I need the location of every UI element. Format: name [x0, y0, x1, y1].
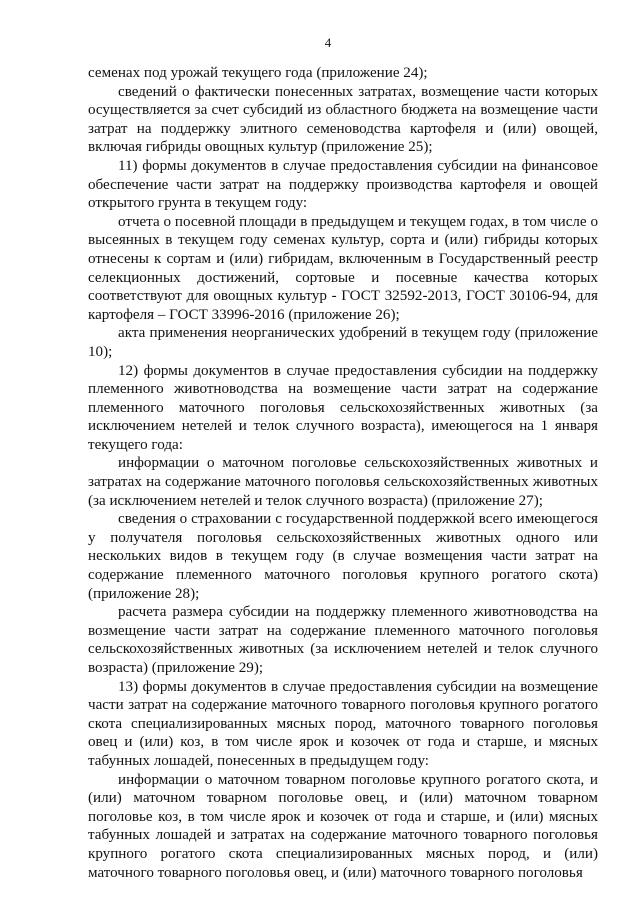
paragraph-item-26: отчета о посевной площади в предыдущем и текущем годах, в том числе о высеянных в текущем году семенах культур, сорта и (или) гибриды которых отнесены к сортам и (или) гибридам, включенным в Государственный реестр селекционных достижений, сортовые и посевные качества которых соответствуют для овощных культур - ГОСТ 32592-2013, ГОСТ 30106-94, для картофеля – ГОСТ 33996-2016 (приложение 26);	[88, 213, 598, 323]
paragraph-section-12: 12) формы документов в случае предоставления субсидии на поддержку племенного животноводства на возмещение части затрат на содержание племенного маточного поголовья сельскохозяйственных животных (за исключением нетелей и телок случного возраста), имеющегося на 1 января текущего года:	[88, 362, 598, 453]
paragraph-item-10: акта применения неорганических удобрений в текущем году (приложение 10);	[88, 325, 598, 360]
paragraph-item-29: расчета размера субсидии на поддержку племенного животноводства на возмещение части затрат на содержание племенного маточного поголовья сельскохозяйственных животных (за исключением нетелей и телок случного возраста) (приложение 29);	[88, 604, 598, 676]
paragraph-section-11: 11) формы документов в случае предоставления субсидии на финансовое обеспечение части затрат на поддержку производства картофеля и овощей открытого грунта в текущем году:	[88, 157, 598, 212]
paragraph-continuation: семенах под урожай текущего года (приложение 24);	[88, 65, 428, 81]
paragraph-item-27: информации о маточном поголовье сельскохозяйственных животных и затратах на содержание маточного поголовья сельскохозяйственных животных (за исключением нетелей и телок случного возраста) (приложение 27);	[88, 455, 598, 509]
paragraph-item-25: сведений о фактически понесенных затратах, возмещение части которых осуществляется за счет субсидий из областного бюджета на возмещение части затрат на поддержку элитного семеноводства картофеля и (или) овощей, включая гибриды овощных культур (приложение 25);	[88, 83, 598, 156]
paragraph-item-28: сведения о страховании с государственной поддержкой всего имеющегося у получателя поголовья сельскохозяйственных животных одного или нескольких видов в текущем году (в случае возмещения части затрат на содержание племенного маточного поголовья крупного рогатого скота) (приложение 28);	[88, 511, 598, 602]
paragraph-item-information: информации о маточном товарном поголовье крупного рогатого скота, и (или) маточном товарном поголовье овец, и (или) маточном товарном поголовье коз, в том числе ярок и козочек от года и старше, и (или) мясных табунных лошадей и затратах на содержание маточного товарного поголовья крупного рогатого скота специализированных мясных пород, и (или) маточного товарного поголовья овец, и (или) маточного товарного поголовья	[88, 771, 598, 881]
page-number: 4	[324, 35, 332, 50]
paragraph-section-13: 13) формы документов в случае предоставления субсидии на возмещение части затрат на содержание маточного товарного поголовья крупного рогатого скота специализированных мясных пород, маточного товарного поголовья овец и (или) коз, в том числе ярок и козочек от года и старше, и мясных табунных лошадей, понесенных в предыдущем году:	[88, 678, 598, 769]
